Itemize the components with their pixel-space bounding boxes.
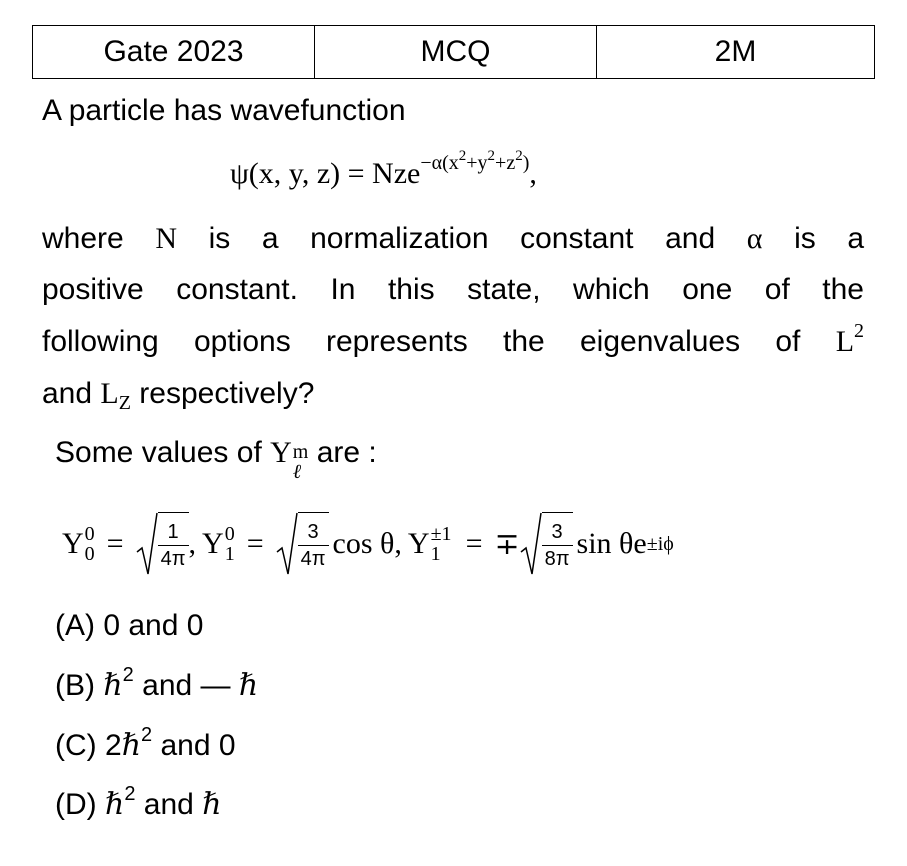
wavefunction-equation: ψ(x, y, z) = Nze$^{-\alpha(x^2+y^2+z^2)}$,	[230, 148, 537, 190]
option-d: (D) ℏ$^2$ and ℏ	[55, 783, 222, 821]
sqrt-3-over-4pi: $\frac{3}{4\pi}$	[276, 512, 329, 576]
question-line-1: where N is a normalization constant and α is a	[42, 222, 864, 255]
option-a: (A) 0 and 0	[55, 609, 204, 642]
question-intro: A particle has wavefunction	[42, 94, 406, 127]
question-line-4: and $L_Z$ respectively?	[42, 377, 315, 414]
question-line-2: positive constant. In this state, which one of the	[42, 273, 864, 306]
harmonics-equations	[62, 512, 674, 576]
exam-cell: Gate 2023	[33, 26, 315, 79]
question-line-3: following options represents the eigenvalues of $L^2$	[42, 320, 865, 358]
y1pm1-expression: Y ±1 1 = ∓ $\frac{3}{8\pi}$ sin θe ±iϕ	[408, 512, 674, 576]
wavefunction-exponent: −α(x2+y2+z2)	[420, 148, 530, 174]
sqrt-1-over-4pi: $\frac{1}{4\pi}$	[136, 512, 189, 576]
harmonics-intro: Some values of Y m ℓ are :	[55, 436, 377, 483]
header-table	[32, 25, 875, 79]
question-type-cell: MCQ	[315, 26, 597, 79]
wavefunction-lhs: ψ(x, y, z) = Nze	[230, 157, 421, 190]
option-c: (C) 2ℏ$^2$ and 0	[55, 724, 236, 762]
y10-expression: Y 0 1 = $\frac{3}{4\pi}$ cos θ,	[202, 512, 402, 576]
marks-cell: 2M	[597, 26, 875, 79]
sqrt-3-over-8pi: $\frac{3}{8\pi}$	[520, 512, 573, 576]
option-b: (B) ℏ$^2$ and — ℏ	[55, 664, 259, 702]
y00-expression: Y 0 0 = $\frac{1}{4\pi}$ ,	[62, 512, 196, 576]
